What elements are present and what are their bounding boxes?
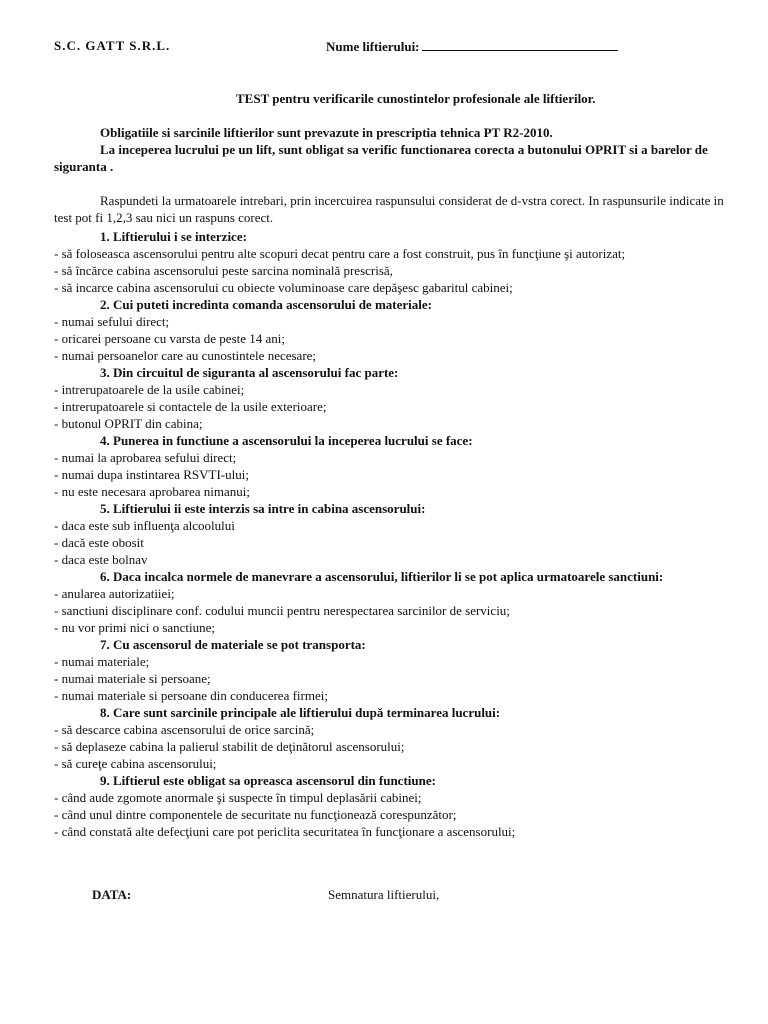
answer-option[interactable]: - când aude zgomote anormale şi suspecte în timpul deplasării cabinei; — [54, 790, 422, 805]
answer-option[interactable]: - numai la aprobarea sefului direct; — [54, 450, 237, 465]
question-4 — [54, 432, 744, 500]
question-text: 8. Care sunt sarcinile principale ale liftierului după terminarea lucrului: — [100, 705, 501, 720]
question-8 — [54, 704, 744, 772]
question-text: 5. Liftierului ii este interzis sa intre in cabina ascensorului: — [100, 501, 426, 516]
question-text: 1. Liftierului i se interzice: — [100, 229, 247, 244]
question-list — [54, 228, 744, 840]
answer-option[interactable]: - intrerupatoarele si contactele de la usile exterioare; — [54, 399, 327, 414]
answer-option[interactable]: - nu este necesara aprobarea nimanui; — [54, 484, 250, 499]
question-text: 7. Cu ascensorul de materiale se pot transporta: — [100, 637, 366, 652]
answer-option[interactable]: - numai materiale si persoane din conducerea firmei; — [54, 688, 328, 703]
answer-option[interactable]: - butonul OPRIT din cabina; — [54, 416, 203, 431]
date-label: DATA: — [92, 887, 132, 902]
question-6 — [54, 568, 744, 636]
answer-option[interactable]: - numai materiale; — [54, 654, 150, 669]
answer-option[interactable]: - anularea autorizatiiei; — [54, 586, 175, 601]
answer-option[interactable]: - când constată alte defecţiuni care pot periclita securitatea în funcţionare a ascensorului; — [54, 824, 516, 839]
question-9 — [54, 772, 744, 840]
answer-option[interactable]: - să cureţe cabina ascensorului; — [54, 756, 217, 771]
answer-option[interactable]: - daca este sub influenţa alcoolului — [54, 518, 235, 533]
answer-option[interactable]: - intrerupatoarele de la usile cabinei; — [54, 382, 245, 397]
answer-option[interactable]: - numai materiale si persoane; — [54, 671, 211, 686]
answer-option[interactable]: - să încărce cabina ascensorului peste sarcina nominală prescrisă, — [54, 263, 393, 278]
intro-line-1: Obligatiile si sarcinile liftierilor sunt prevazute in prescriptia tehnica PT R2-2010. — [100, 125, 553, 140]
instructions — [54, 192, 744, 226]
question-text: 6. Daca incalca normele de manevrare a ascensorului, liftierilor li se pot aplica urmatoarele sanctiuni: — [100, 569, 664, 584]
answer-option[interactable]: - numai persoanelor care au cunostintele necesare; — [54, 348, 317, 363]
answer-option[interactable]: - oricarei persoane cu varsta de peste 14 ani; — [54, 331, 286, 346]
question-1 — [54, 228, 744, 296]
answer-option[interactable]: - nu vor primi nici o sanctiune; — [54, 620, 216, 635]
question-3 — [54, 364, 744, 432]
answer-option[interactable]: - sanctiuni disciplinare conf. codului muncii pentru nerespectarea sarcinilor de serviciu; — [54, 603, 510, 618]
answer-option[interactable]: - să deplaseze cabina la palierul stabilit de deţinătorul ascensorului; — [54, 739, 405, 754]
liftier-name-blank-line[interactable] — [422, 37, 618, 51]
answer-option[interactable]: - să descarce cabina ascensorului de orice sarcină; — [54, 722, 315, 737]
intro-line-2: La inceperea lucrului pe un lift, sunt obligat sa verific functionarea corecta a butonului OPRIT si a barelor de siguranta . — [54, 142, 708, 174]
question-text: 9. Liftierul este obligat sa opreasca ascensorul din functiune: — [100, 773, 436, 788]
instructions-text: Raspundeti la urmatoarele intrebari, prin incercuirea raspunsului considerat de d-vstra corect. In raspunsurile indicate in test pot fi 1,2,3 sau nici un raspuns corect. — [54, 193, 724, 225]
question-2 — [54, 296, 744, 364]
answer-option[interactable]: - numai sefului direct; — [54, 314, 170, 329]
signature-label: Semnatura liftierului, — [328, 887, 440, 902]
liftier-name-label: Nume liftierului: — [326, 39, 420, 54]
company-name: S.C. GATT S.R.L. — [54, 38, 171, 53]
question-7 — [54, 636, 744, 704]
answer-option[interactable]: - numai dupa instintarea RSVTI-ului; — [54, 467, 249, 482]
answer-option[interactable]: - daca este bolnav — [54, 552, 148, 567]
test-title: TEST pentru verificarile cunostintelor profesionale ale liftierilor. — [236, 91, 596, 106]
answer-option[interactable]: - să foloseasca ascensorului pentru alte scopuri decat pentru care a fost construit, pus în funcţiune şi autorizat; — [54, 246, 626, 261]
question-text: 2. Cui puteti incredinta comanda ascensorului de materiale: — [100, 297, 432, 312]
intro-section — [54, 124, 744, 175]
liftier-name-field[interactable] — [326, 37, 618, 55]
answer-option[interactable]: - când unul dintre componentele de securitate nu funcţionează corespunzător; — [54, 807, 457, 822]
question-text: 4. Punerea in functiune a ascensorului la inceperea lucrului se face: — [100, 433, 473, 448]
answer-option[interactable]: - dacă este obosit — [54, 535, 144, 550]
question-5 — [54, 500, 744, 568]
answer-option[interactable]: - să incarce cabina ascensorului cu obiecte voluminoase care depăşesc gabaritul cabinei; — [54, 280, 513, 295]
question-text: 3. Din circuitul de siguranta al ascensorului fac parte: — [100, 365, 399, 380]
